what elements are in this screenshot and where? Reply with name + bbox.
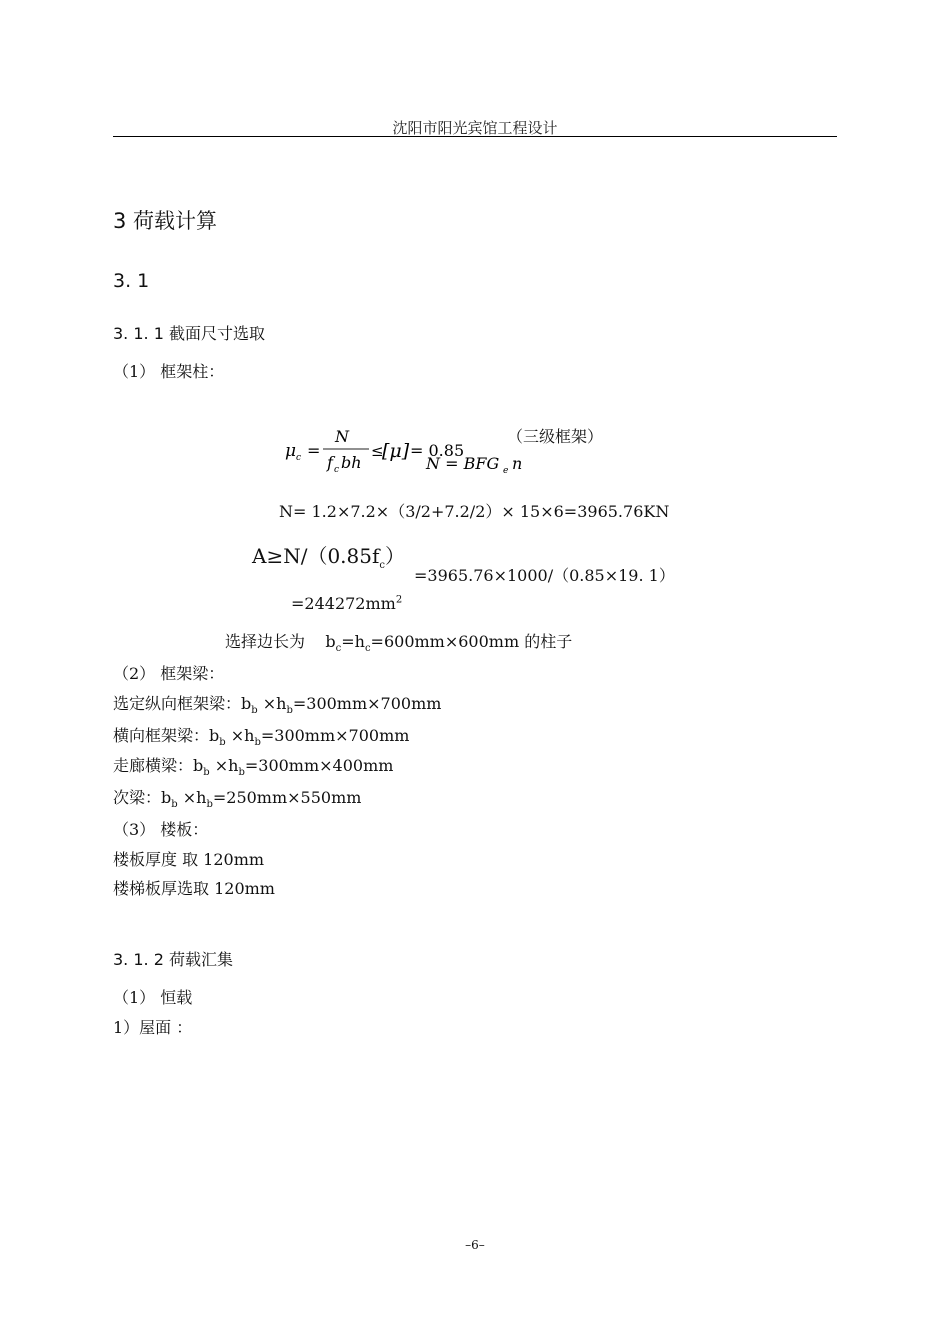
formula-mu: μ [285,441,297,461]
area-result-sup: 2 [395,594,403,606]
beam-post: =300mm×700mm [292,694,442,713]
formula-note: （三级框架） [507,427,604,446]
choose-b-sub: c [335,643,342,655]
axial-compression-formula [283,424,533,476]
formula-eq: = [307,441,321,460]
page-header-title: 沈阳市阳光宾馆工程设计 [392,119,558,137]
beam-pre: 选定纵向框架梁：b [113,694,252,713]
area-formula-close: ） [384,544,405,568]
beam-sub2: b [238,767,245,779]
dead-load-label: （1） 恒载 [113,988,193,1007]
section-title: 3. 1 [113,270,150,292]
beam-pre: 走廊横梁：b [113,756,204,775]
beam-mid: ×h [225,726,255,745]
area-formula-sub: c [379,560,385,571]
formula-n-expr: N = BFG [426,454,500,473]
area-result-value: =244272mm [291,594,396,613]
beam-label: （2） 框架梁： [113,664,225,683]
roof-label: 1）屋面 ： [113,1018,193,1037]
beam-post: =300mm×400mm [244,756,394,775]
header-rule [113,136,837,137]
beam-mid: ×h [257,694,287,713]
beam-sub: b [171,799,178,811]
stair-thickness: 楼梯板厚选取 120mm [113,879,275,898]
formula-le: ≤ [371,442,384,460]
formula-eq2: = 0.85 [410,441,465,460]
formula-n-tail: n [512,454,523,473]
choose-h-sub: c [364,643,371,655]
column-choice [225,629,572,654]
area-formula-text: A≥N/（0.85f [252,544,380,568]
beam-sub: b [219,737,226,749]
beam-sub2: b [254,737,261,749]
formula-denominator: f [327,453,333,472]
formula-bracket: [μ] [382,440,410,462]
choose-mid: =h [341,632,365,651]
beam-sub: b [203,767,210,779]
beam-sub2: b [286,705,293,717]
beam-line [113,785,361,810]
area-result [291,594,402,613]
beam-line [113,723,409,748]
n-calculation: N= 1.2×7.2×（3/2+7.2/2）× 15×6=3965.76KN [279,502,670,521]
choose-post: =600mm×600mm 的柱子 [370,632,573,651]
formula-numerator: N [335,427,349,446]
beam-mid: ×h [177,788,207,807]
area-formula [252,540,405,571]
formula-den-sub: c [334,465,340,475]
formula-den-rest: bh [341,453,362,472]
column-label: （1） 框架柱： [113,362,225,381]
slab-label: （3） 楼板： [113,820,209,839]
formula-mu-sub: c [296,453,302,463]
beam-line [113,691,441,716]
beam-pre: 横向框架梁：b [113,726,220,745]
slab-thickness: 楼板厚度 取 120mm [113,850,265,869]
beam-sub2: b [206,799,213,811]
chapter-title: 3 荷载计算 [113,209,218,233]
choose-b: b [325,632,336,651]
formula-n-sub: e [503,466,509,476]
beam-post: =250mm×550mm [212,788,362,807]
beam-pre: 次梁：b [113,788,172,807]
beam-sub: b [251,705,258,717]
area-calculation: =3965.76×1000/（0.85×19. 1） [414,566,675,585]
beam-post: =300mm×700mm [260,726,410,745]
subsection-title-3-1-1: 3. 1. 1 截面尺寸选取 [113,324,265,343]
page-number: –6– [465,1238,485,1252]
subsection-title-3-1-2: 3. 1. 2 荷载汇集 [113,950,233,969]
beam-mid: ×h [209,756,239,775]
beam-line [113,753,393,778]
choose-pre: 选择边长为 [225,632,306,651]
